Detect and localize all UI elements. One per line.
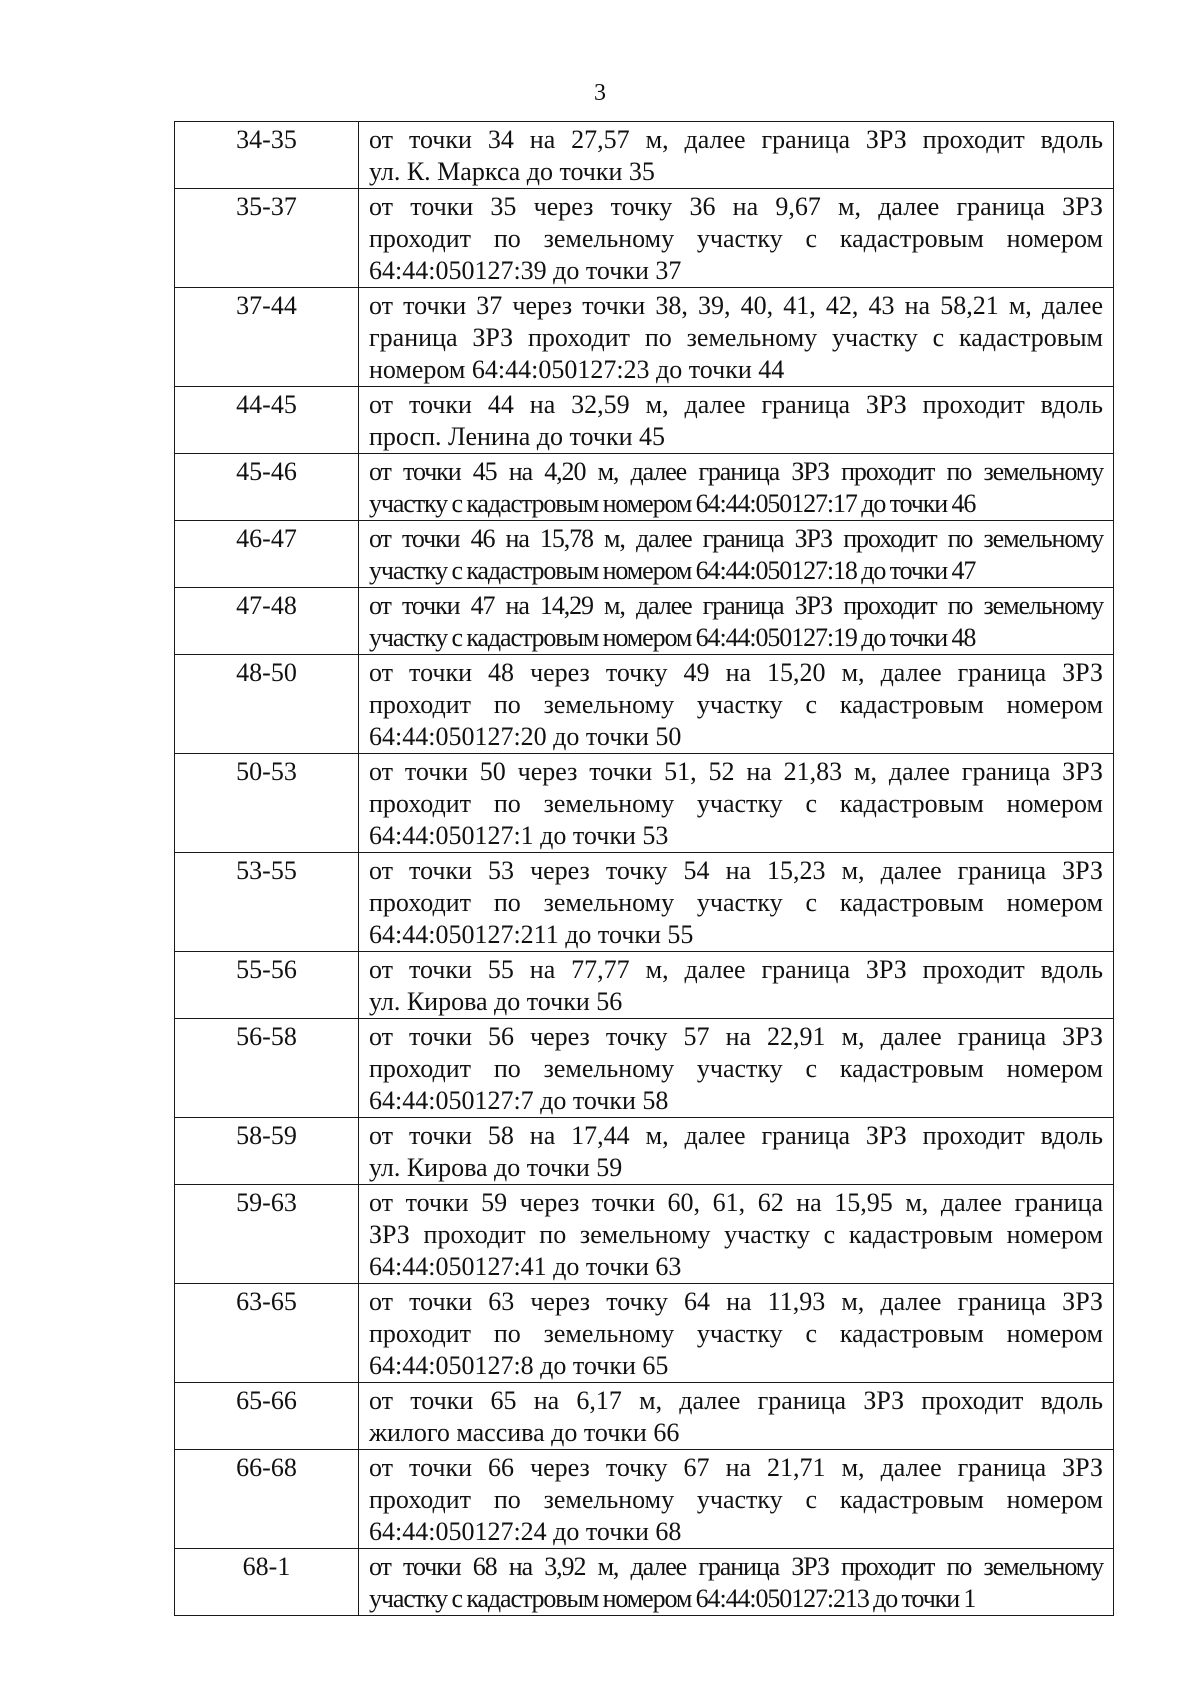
description-line: 64:44:050127:1 до точки 53 — [369, 821, 669, 850]
description-cell — [359, 1284, 1114, 1383]
description-line: 64:44:050127:41 до точки 63 — [369, 1252, 682, 1281]
description-line: проходит по земельному участку с кадастровым номером — [369, 1319, 1103, 1348]
description-cell — [359, 1019, 1114, 1118]
table-row — [175, 288, 1114, 387]
description-cell — [359, 1185, 1114, 1284]
description-line: участку с кадастровым номером 64:44:050127:19 до точки 48 — [369, 623, 976, 652]
segment-cell: 47-48 — [175, 588, 359, 655]
description-line: граница ЗРЗ проходит по земельному участку с кадастровым — [369, 323, 1103, 352]
segment-cell: 55-56 — [175, 952, 359, 1019]
description-line: 64:44:050127:7 до точки 58 — [369, 1086, 669, 1115]
segment-cell: 50-53 — [175, 754, 359, 853]
description-line: проходит по земельному участку с кадастровым номером — [369, 888, 1103, 917]
table-row — [175, 387, 1114, 454]
table-row — [175, 1284, 1114, 1383]
table-row — [175, 655, 1114, 754]
description-cell — [359, 1450, 1114, 1549]
description-line: ЗРЗ проходит по земельному участку с кадастровым номером — [369, 1220, 1103, 1249]
description-cell — [359, 122, 1114, 189]
description-line: от точки 56 через точку 57 на 22,91 м, далее граница ЗРЗ — [369, 1022, 1103, 1051]
description-line: от точки 50 через точки 51, 52 на 21,83 м, далее граница ЗРЗ — [369, 757, 1103, 786]
description-line: от точки 45 на 4,20 м, далее граница ЗРЗ проходит по земельному — [369, 457, 1103, 486]
segment-cell: 35-37 — [175, 189, 359, 288]
segment-cell: 65-66 — [175, 1383, 359, 1450]
description-line: от точки 34 на 27,57 м, далее граница ЗРЗ проходит вдоль — [369, 125, 1103, 154]
segment-cell: 56-58 — [175, 1019, 359, 1118]
table-row — [175, 1549, 1114, 1616]
description-line: 64:44:050127:8 до точки 65 — [369, 1351, 669, 1380]
segment-cell: 63-65 — [175, 1284, 359, 1383]
segment-cell: 58-59 — [175, 1118, 359, 1185]
table-row — [175, 754, 1114, 853]
description-line: проходит по земельному участку с кадастровым номером — [369, 224, 1103, 253]
description-cell — [359, 655, 1114, 754]
table-row — [175, 853, 1114, 952]
description-cell — [359, 1549, 1114, 1616]
description-line: от точки 65 на 6,17 м, далее граница ЗРЗ проходит вдоль — [369, 1386, 1103, 1415]
description-line: от точки 44 на 32,59 м, далее граница ЗРЗ проходит вдоль — [369, 390, 1103, 419]
description-line: от точки 48 через точку 49 на 15,20 м, далее граница ЗРЗ — [369, 658, 1103, 687]
description-cell — [359, 1118, 1114, 1185]
description-line: участку с кадастровым номером 64:44:050127:17 до точки 46 — [369, 489, 976, 518]
description-line: от точки 35 через точку 36 на 9,67 м, далее граница ЗРЗ — [369, 192, 1103, 221]
description-line: от точки 66 через точку 67 на 21,71 м, далее граница ЗРЗ — [369, 1453, 1103, 1482]
description-cell — [359, 189, 1114, 288]
description-line: от точки 68 на 3,92 м, далее граница ЗРЗ проходит по земельному — [369, 1552, 1103, 1581]
description-line: проходит по земельному участку с кадастровым номером — [369, 690, 1103, 719]
segment-cell: 37-44 — [175, 288, 359, 387]
table-row — [175, 1383, 1114, 1450]
table-row — [175, 1118, 1114, 1185]
description-cell — [359, 387, 1114, 454]
description-cell — [359, 1383, 1114, 1450]
description-line: участку с кадастровым номером 64:44:050127:18 до точки 47 — [369, 556, 976, 585]
segment-cell: 66-68 — [175, 1450, 359, 1549]
table-row — [175, 1019, 1114, 1118]
description-line: просп. Ленина до точки 45 — [369, 422, 665, 451]
segment-cell: 53-55 — [175, 853, 359, 952]
description-line: от точки 58 на 17,44 м, далее граница ЗРЗ проходит вдоль — [369, 1121, 1103, 1150]
segment-cell: 68-1 — [175, 1549, 359, 1616]
description-line: от точки 47 на 14,29 м, далее граница ЗРЗ проходит по земельному — [369, 591, 1103, 620]
description-line: 64:44:050127:39 до точки 37 — [369, 256, 682, 285]
description-line: проходит по земельному участку с кадастровым номером — [369, 1054, 1103, 1083]
description-line: 64:44:050127:24 до точки 68 — [369, 1517, 682, 1546]
description-line: от точки 53 через точку 54 на 15,23 м, далее граница ЗРЗ — [369, 856, 1103, 885]
segment-cell: 46-47 — [175, 521, 359, 588]
segment-cell: 34-35 — [175, 122, 359, 189]
table-row — [175, 454, 1114, 521]
description-line: от точки 46 на 15,78 м, далее граница ЗРЗ проходит по земельному — [369, 524, 1103, 553]
segment-cell: 45-46 — [175, 454, 359, 521]
description-line: от точки 63 через точку 64 на 11,93 м, далее граница ЗРЗ — [369, 1287, 1103, 1316]
description-line: ул. Кирова до точки 59 — [369, 1153, 623, 1182]
segment-cell: 44-45 — [175, 387, 359, 454]
description-line: 64:44:050127:211 до точки 55 — [369, 920, 694, 949]
description-cell — [359, 952, 1114, 1019]
description-line: жилого массива до точки 66 — [369, 1418, 680, 1447]
description-line: от точки 37 через точки 38, 39, 40, 41, 42, 43 на 58,21 м, далее — [369, 291, 1103, 320]
description-cell — [359, 588, 1114, 655]
description-line: номером 64:44:050127:23 до точки 44 — [369, 355, 785, 384]
table-row — [175, 521, 1114, 588]
table-row — [175, 189, 1114, 288]
description-cell — [359, 288, 1114, 387]
boundary-table — [174, 121, 1114, 1616]
table-row — [175, 588, 1114, 655]
description-cell — [359, 754, 1114, 853]
table-row — [175, 952, 1114, 1019]
description-line: от точки 59 через точки 60, 61, 62 на 15,95 м, далее граница — [369, 1188, 1103, 1217]
page-number: 3 — [594, 80, 606, 106]
description-line: участку с кадастровым номером 64:44:050127:213 до точки 1 — [369, 1584, 976, 1613]
description-cell — [359, 853, 1114, 952]
segment-cell: 59-63 — [175, 1185, 359, 1284]
table-row — [175, 1185, 1114, 1284]
description-cell — [359, 521, 1114, 588]
description-line: 64:44:050127:20 до точки 50 — [369, 722, 682, 751]
description-line: проходит по земельному участку с кадастровым номером — [369, 1485, 1103, 1514]
description-line: проходит по земельному участку с кадастровым номером — [369, 789, 1103, 818]
table-row — [175, 1450, 1114, 1549]
description-cell — [359, 454, 1114, 521]
table-row — [175, 122, 1114, 189]
description-line: ул. К. Маркса до точки 35 — [369, 157, 655, 186]
description-line: от точки 55 на 77,77 м, далее граница ЗРЗ проходит вдоль — [369, 955, 1103, 984]
description-line: ул. Кирова до точки 56 — [369, 987, 623, 1016]
segment-cell: 48-50 — [175, 655, 359, 754]
